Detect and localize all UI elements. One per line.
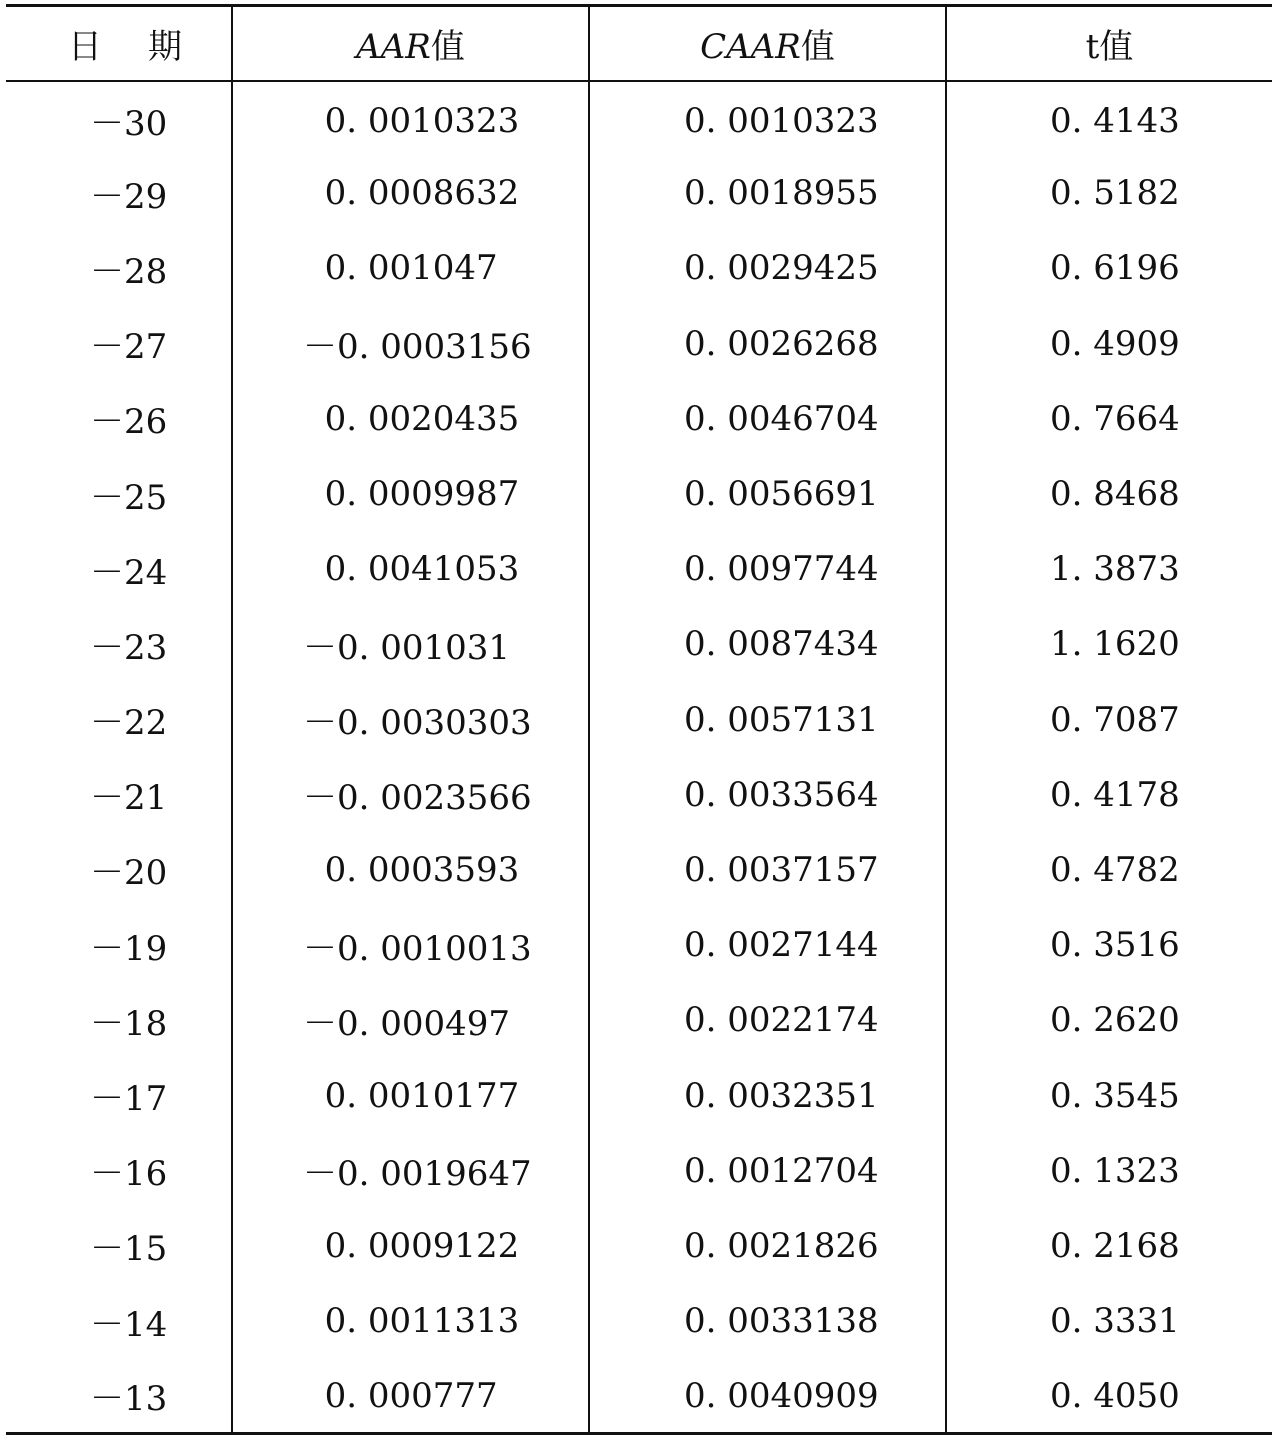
cell-aar: －0. 0023566 (232, 757, 589, 832)
cell-caar: 0. 0018955 (589, 156, 946, 231)
header-caar (589, 6, 946, 81)
cell-aar: 0. 000777 (232, 1359, 589, 1434)
header-row (6, 6, 1272, 81)
cell-date: －21 (90, 778, 168, 819)
cell-t-value: 0. 4178 (946, 757, 1272, 832)
header-date-char-1: 日 (68, 26, 102, 67)
cell-date: －28 (90, 251, 168, 292)
cell-t-value: 0. 7087 (946, 682, 1272, 757)
cell-aar: 0. 0008632 (232, 156, 589, 231)
cell-caar: 0. 0022174 (589, 983, 946, 1058)
cell-caar: 0. 0021826 (589, 1208, 946, 1283)
cell-t-value: 0. 3516 (946, 908, 1272, 983)
cell-caar: 0. 0032351 (589, 1058, 946, 1133)
cell-date: －13 (6, 1359, 232, 1434)
cell-aar: －0. 0003156 (232, 306, 589, 381)
cell-aar: 0. 0009122 (232, 1208, 589, 1283)
cell-caar: 0. 0037157 (589, 832, 946, 907)
table-row (6, 757, 1272, 832)
table-row (6, 306, 1272, 381)
table-row (6, 607, 1272, 682)
cell-aar: 0. 001047 (232, 231, 589, 306)
data-table (6, 4, 1272, 1435)
cell-aar: －0. 000497 (232, 983, 589, 1058)
cell-date: －25 (90, 477, 168, 518)
cell-caar: 0. 0033564 (589, 757, 946, 832)
cell-t-value: 0. 7664 (946, 381, 1272, 456)
table-row (6, 381, 1272, 456)
cell-caar: 0. 0010323 (589, 81, 946, 156)
cell-aar: 0. 0020435 (232, 381, 589, 456)
header-t-suffix: 值 (1099, 26, 1134, 67)
cell-t-value: 0. 4782 (946, 832, 1272, 907)
header-aar-symbol: AAR (356, 26, 431, 67)
table-row (6, 156, 1272, 231)
table-row (6, 1133, 1272, 1208)
header-t (946, 6, 1272, 81)
cell-caar: 0. 0056691 (589, 456, 946, 531)
cell-t-value: 0. 6196 (946, 231, 1272, 306)
cell-t-value: 0. 8468 (946, 456, 1272, 531)
table-row (6, 532, 1272, 607)
cell-aar: －0. 001031 (232, 607, 589, 682)
cell-t-value: 0. 4050 (946, 1359, 1272, 1434)
cell-t-value: 0. 4909 (946, 306, 1272, 381)
cell-date: －20 (90, 853, 168, 894)
cell-date: －24 (90, 552, 168, 593)
cell-caar: 0. 0057131 (589, 682, 946, 757)
cell-aar: －0. 0030303 (232, 682, 589, 757)
cell-t-value: 0. 3545 (946, 1058, 1272, 1133)
cell-aar: 0. 0003593 (232, 832, 589, 907)
header-aar (232, 6, 589, 81)
table-row (6, 1058, 1272, 1133)
cell-caar: 0. 0026268 (589, 306, 946, 381)
cell-caar: 0. 0027144 (589, 908, 946, 983)
cell-caar: 0. 0087434 (589, 607, 946, 682)
table-row (6, 983, 1272, 1058)
header-aar-suffix: 值 (430, 26, 465, 67)
cell-t-value: 1. 1620 (946, 607, 1272, 682)
cell-date: －15 (90, 1229, 168, 1270)
cell-caar: 0. 0029425 (589, 231, 946, 306)
cell-date: －30 (90, 104, 168, 145)
cell-aar: －0. 0010013 (232, 908, 589, 983)
table-row (6, 832, 1272, 907)
cell-t-value: 0. 4143 (946, 81, 1272, 156)
cell-t-value: 0. 1323 (946, 1133, 1272, 1208)
cell-caar: 0. 0046704 (589, 381, 946, 456)
table-row (6, 1284, 1272, 1359)
cell-t-value: 0. 2168 (946, 1208, 1272, 1283)
cell-aar: 0. 0041053 (232, 532, 589, 607)
table-header (6, 6, 1272, 81)
table-row (6, 456, 1272, 531)
cell-date: －29 (90, 176, 168, 217)
cell-caar: 0. 0033138 (589, 1284, 946, 1359)
table-row (6, 908, 1272, 983)
table-row (6, 1208, 1272, 1283)
cell-aar: 0. 0011313 (232, 1284, 589, 1359)
header-caar-symbol: CAAR (700, 26, 801, 67)
cell-aar: －0. 0019647 (232, 1133, 589, 1208)
cell-t-value: 0. 2620 (946, 983, 1272, 1058)
cell-date: －23 (90, 627, 168, 668)
cell-date: －27 (90, 327, 168, 368)
cell-caar: 0. 0040909 (589, 1359, 946, 1434)
cell-date: －18 (90, 1003, 168, 1044)
cell-aar: 0. 0010177 (232, 1058, 589, 1133)
header-caar-suffix: 值 (800, 26, 835, 67)
cell-caar: 0. 0097744 (589, 532, 946, 607)
cell-t-value: 1. 3873 (946, 532, 1272, 607)
cell-t-value: 0. 5182 (946, 156, 1272, 231)
header-date (6, 6, 232, 81)
cell-aar: 0. 0009987 (232, 456, 589, 531)
table-body (6, 81, 1272, 1434)
table-row (6, 682, 1272, 757)
cell-date: －19 (90, 928, 168, 969)
cell-date: －14 (90, 1304, 168, 1345)
cell-caar: 0. 0012704 (589, 1133, 946, 1208)
cell-date: －17 (90, 1079, 168, 1120)
cell-aar: 0. 0010323 (232, 81, 589, 156)
table-row (6, 1359, 1272, 1434)
cell-date: －26 (90, 402, 168, 443)
cell-date: －16 (90, 1154, 168, 1195)
cell-date: －22 (90, 703, 168, 744)
cell-t-value: 0. 3331 (946, 1284, 1272, 1359)
header-t-symbol: t (1085, 26, 1100, 67)
header-date-char-2: 期 (148, 26, 182, 67)
table-row (6, 81, 1272, 156)
table-row (6, 231, 1272, 306)
